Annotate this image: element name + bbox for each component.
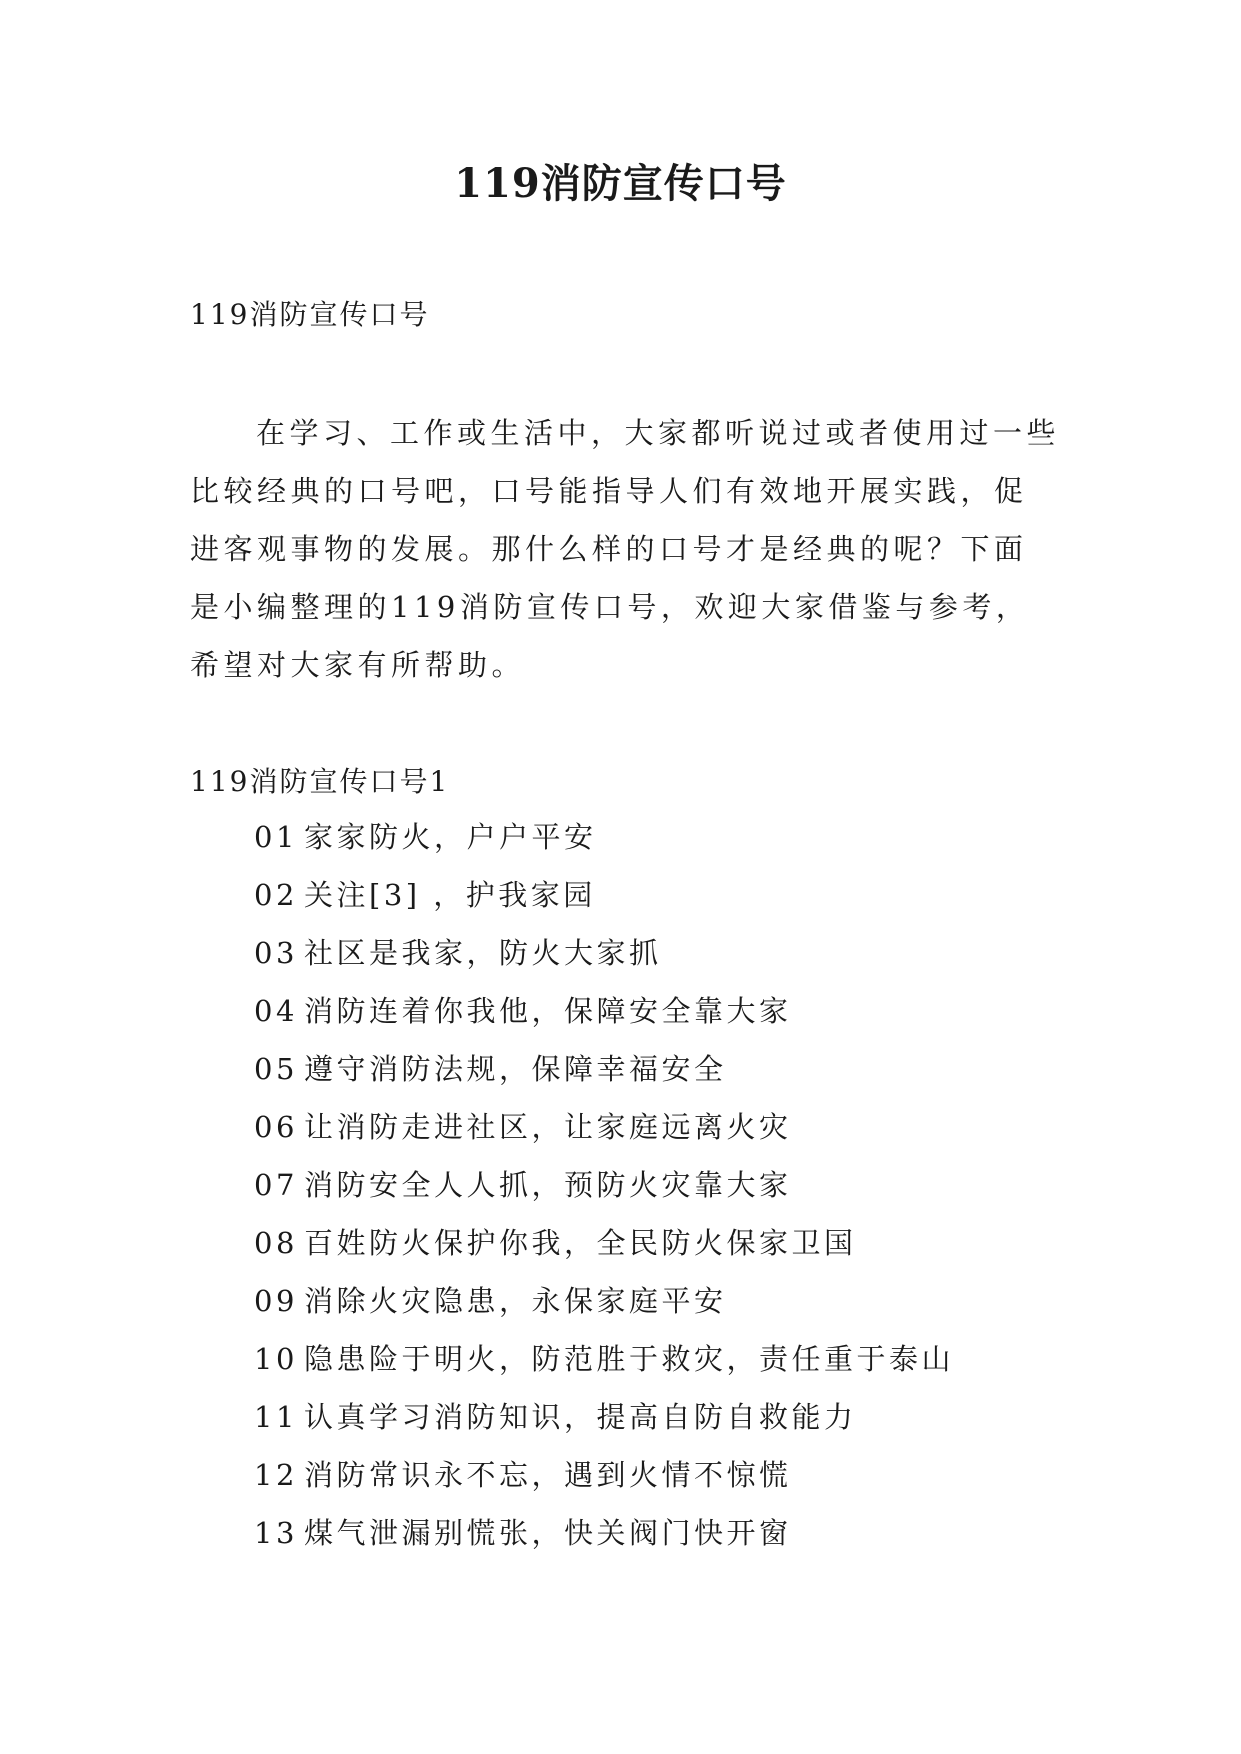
slogan-list (254, 808, 954, 1562)
list-item (254, 866, 954, 924)
slogan-text: 认真学习消防知识，提高自防自救能力 (304, 1400, 857, 1434)
list-item (254, 1330, 954, 1388)
list-item (254, 982, 954, 1040)
slogan-text: 百姓防火保护你我，全民防火保家卫国 (304, 1226, 857, 1260)
list-item (254, 1156, 954, 1214)
slogan-number: 01 (254, 820, 298, 854)
document-subtitle: 119消防宣传口号 (190, 298, 430, 331)
slogan-text: 关注[3] ，护我家园 (304, 878, 596, 912)
slogan-number: 09 (254, 1284, 298, 1318)
slogan-text: 消防常识永不忘，遇到火情不惊慌 (304, 1458, 792, 1492)
slogan-text: 遵守消防法规，保障幸福安全 (304, 1052, 727, 1086)
slogan-number: 08 (254, 1226, 298, 1260)
slogan-text: 消除火灾隐患，永保家庭平安 (304, 1284, 727, 1318)
slogan-text: 隐患险于明火，防范胜于救灾，责任重于泰山 (304, 1342, 955, 1376)
slogan-number: 03 (254, 936, 298, 970)
list-item (254, 1214, 954, 1272)
document-title: 119消防宣传口号 (454, 160, 787, 207)
slogan-number: 07 (254, 1168, 298, 1202)
slogan-text: 家家防火，户户平安 (304, 820, 597, 854)
list-item (254, 1388, 954, 1446)
list-item (254, 808, 954, 866)
slogan-number: 10 (254, 1342, 298, 1376)
list-item (254, 1504, 954, 1562)
slogan-number: 04 (254, 994, 298, 1028)
slogan-text: 让消防走进社区，让家庭远离火灾 (304, 1110, 792, 1144)
list-item (254, 924, 954, 982)
slogan-text: 消防安全人人抓，预防火灾靠大家 (304, 1168, 792, 1202)
slogan-number: 02 (254, 878, 298, 912)
intro-paragraph: 在学习、工作或生活中，大家都听说过或者使用过一些比较经典的口号吧，口号能指导人们有效地开展实践，促进客观事物的发展。那什么样的口号才是经典的呢？下面是小编整理的119消防宣传口号，欢迎大家借鉴与参考，希望对大家有所帮助。 (190, 416, 1061, 682)
slogan-text: 煤气泄漏别慌张，快关阀门快开窗 (304, 1516, 792, 1550)
list-item (254, 1098, 954, 1156)
slogan-number: 05 (254, 1052, 298, 1086)
slogan-text: 社区是我家，防火大家抓 (304, 936, 662, 970)
list-item (254, 1272, 954, 1330)
slogan-number: 13 (254, 1516, 298, 1550)
list-item (254, 1040, 954, 1098)
slogan-number: 06 (254, 1110, 298, 1144)
slogan-text: 消防连着你我他，保障安全靠大家 (304, 994, 792, 1028)
section-heading: 119消防宣传口号1 (190, 765, 450, 798)
list-item (254, 1446, 954, 1504)
slogan-number: 11 (254, 1400, 298, 1434)
slogan-number: 12 (254, 1458, 298, 1492)
